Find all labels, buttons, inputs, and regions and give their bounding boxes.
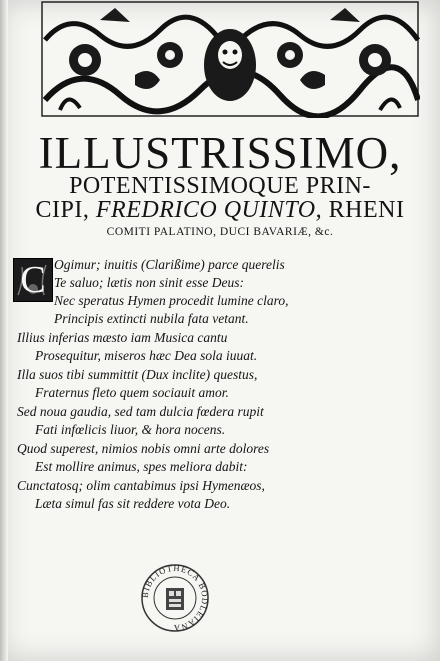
drop-cap-letter: C [20, 259, 46, 301]
headpiece-ornament-icon [40, 0, 420, 118]
poem-line: Cunctatosq; olim cantabimus ipsi Hymenæos, [17, 478, 265, 493]
poem-line: Illa suos tibi summittit (Dux inclite) questus, [17, 367, 258, 382]
poem-line: Te saluo; lætis non sinit esse Deus: [54, 275, 245, 290]
poem-line: Nec speratus Hymen procedit lumine claro, [54, 293, 289, 308]
poem-line: Illius inferias mæsto iam Musica cantu [17, 330, 228, 345]
title-line3-part-c: RHENI [328, 197, 405, 223]
title-line3-name: FREDRICO QUINTO, [95, 197, 323, 223]
poem-line: Sed noua gaudia, sed tam dulcia fœdera rupit [17, 404, 264, 419]
drop-cap-initial [13, 258, 53, 302]
dedication-title-line2: POTENTISSIMOQUE PRIN- [69, 173, 371, 199]
poem-line: Læta simul fas sit reddere vota Deo. [35, 496, 231, 511]
library-stamp-icon [140, 563, 210, 633]
poem-line: Prosequitur, miseros hæc Dea sola iuuat. [35, 348, 258, 363]
dedication-title-line3 [10, 196, 430, 224]
poem-line: Fati infœlicis liuor, & hora nocens. [35, 422, 226, 437]
poem-line: Fraternus fleto quem sociauit amor. [35, 385, 229, 400]
page-edge-shadow [0, 0, 8, 661]
poem-line: Est mollire animus, spes meliora dabit: [35, 459, 248, 474]
poem-line: Principis extincti nubila fata vetant. [54, 311, 249, 326]
poem-line: Ogimur; inuitis (Clarißime) parce querelis [54, 257, 285, 272]
title-line3-part-a: CIPI, [35, 197, 90, 223]
stamp-text: BIBLIOTHECA BODLEIANA [140, 563, 210, 633]
dedication-title-line4: COMITI PALATINO, DUCI BAVARIÆ, &c. [106, 226, 334, 238]
poem-line: Quod superest, nimios nobis omni arte dolores [17, 441, 270, 456]
dedication-title-line1: ILLUSTRISSIMO, [38, 128, 402, 178]
